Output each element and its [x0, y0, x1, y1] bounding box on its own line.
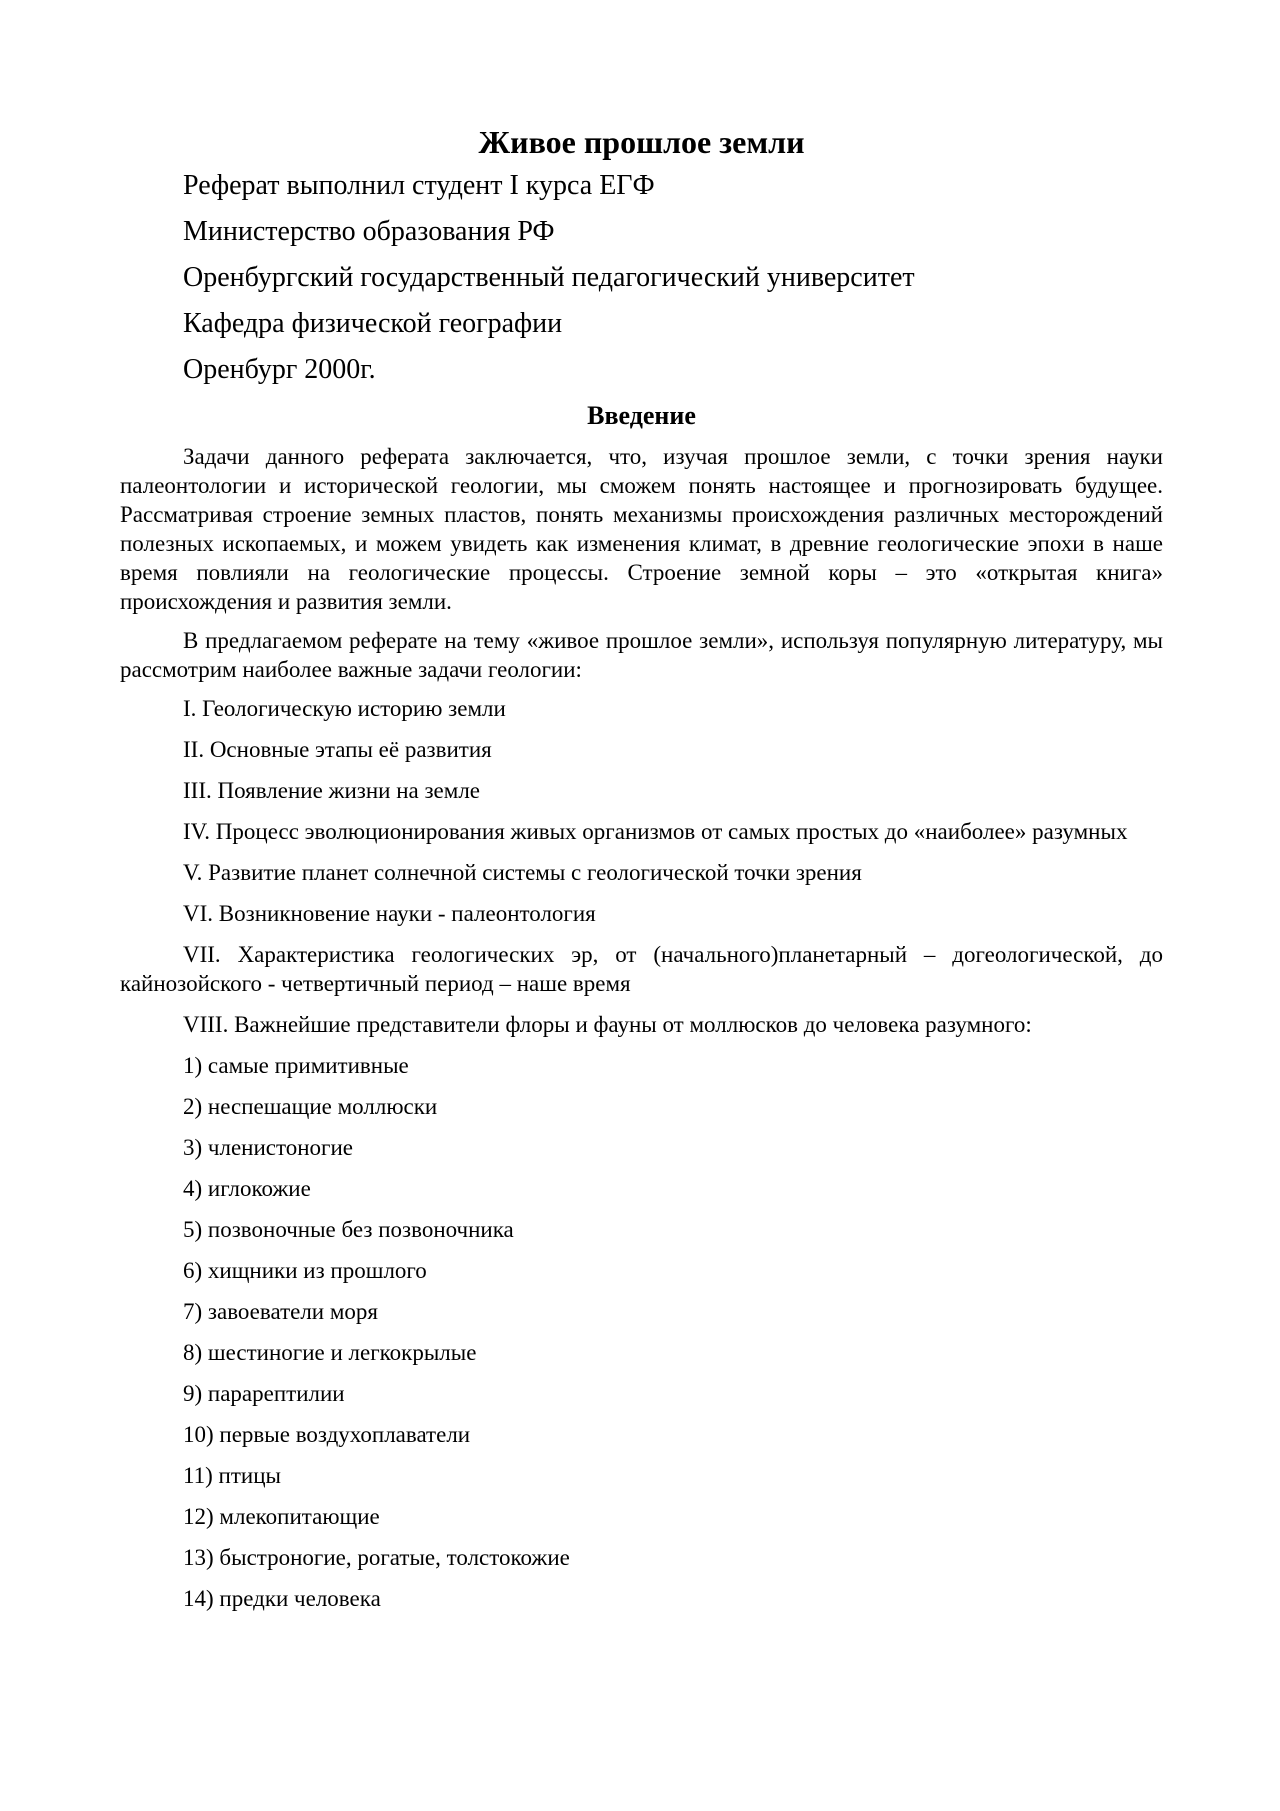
subitem-list-item: 13) быстроногие, рогатые, толстокожие [183, 1545, 570, 1570]
subitem-list-item: 11) птицы [183, 1463, 281, 1488]
intro-paragraph: В предлагаемом реферате на тему «живое прошлое земли», используя популярную литературу, мы рассмотрим наиболее важные задачи геологии: [120, 628, 1163, 682]
task-list-item: VIII. Важнейшие представители флоры и фауны от моллюсков до человека разумного: [183, 1012, 1032, 1037]
task-list-item: VII. Характеристика геологических эр, от (начального)планетарный – догеологической, до кайнозойского - четвертичный период – наше время [120, 942, 1163, 996]
task-list-item: V. Развитие планет солнечной системы с геологической точки зрения [183, 860, 862, 885]
document-title: Живое прошлое земли [478, 124, 805, 160]
task-list-item: I. Геологическую историю земли [183, 696, 506, 721]
subitem-list-item: 1) самые примитивные [183, 1053, 409, 1078]
subitem-list-item: 6) хищники из прошлого [183, 1258, 427, 1283]
task-list-item: III. Появление жизни на земле [183, 778, 481, 803]
meta-author-line: Реферат выполнил студент I курса ЕГФ [183, 170, 655, 201]
subitem-list-item: 12) млекопитающие [183, 1504, 380, 1529]
meta-university-line: Оренбургский государственный педагогический университет [183, 262, 915, 293]
subitem-list-item: 4) иглокожие [183, 1176, 311, 1201]
subitem-list-item: 3) членистоногие [183, 1135, 353, 1160]
subitem-list-item: 8) шестиногие и легкокрылые [183, 1340, 477, 1365]
meta-ministry-line: Министерство образования РФ [183, 216, 555, 247]
meta-department-line: Кафедра физической географии [183, 308, 563, 339]
meta-city-year-line: Оренбург 2000г. [183, 354, 376, 385]
task-list-item: II. Основные этапы её развития [183, 737, 492, 762]
subitem-list-item: 10) первые воздухоплаватели [183, 1422, 471, 1447]
subitem-list-item: 9) парарептилии [183, 1381, 345, 1406]
subitem-list-item: 7) завоеватели моря [183, 1299, 378, 1324]
task-list-item: IV. Процесс эволюционирования живых организмов от самых простых до «наиболее» разумных [183, 819, 1128, 844]
subitem-list-item: 5) позвоночные без позвоночника [183, 1217, 514, 1242]
section-heading-introduction: Введение [587, 401, 696, 430]
task-list-item: VI. Возникновение науки - палеонтология [183, 901, 596, 926]
intro-paragraph: Задачи данного реферата заключается, что, изучая прошлое земли, с точки зрения науки палеонтологии и исторической геологии, мы сможем понять настоящее и прогнозировать будущее. Рассматривая строение земных пластов, понять механизмы происхождения различных месторождений полезных ископаемых, и можем увидеть как изменения климат, в древние геологические эпохи в наше время повлияли на геологические процессы. Строение земной коры – это «открытая книга» происхождения и развития земли. [120, 444, 1163, 614]
subitem-list-item: 14) предки человека [183, 1586, 381, 1611]
document-body [120, 118, 1163, 1625]
subitem-list-item: 2) неспешащие моллюски [183, 1094, 438, 1119]
